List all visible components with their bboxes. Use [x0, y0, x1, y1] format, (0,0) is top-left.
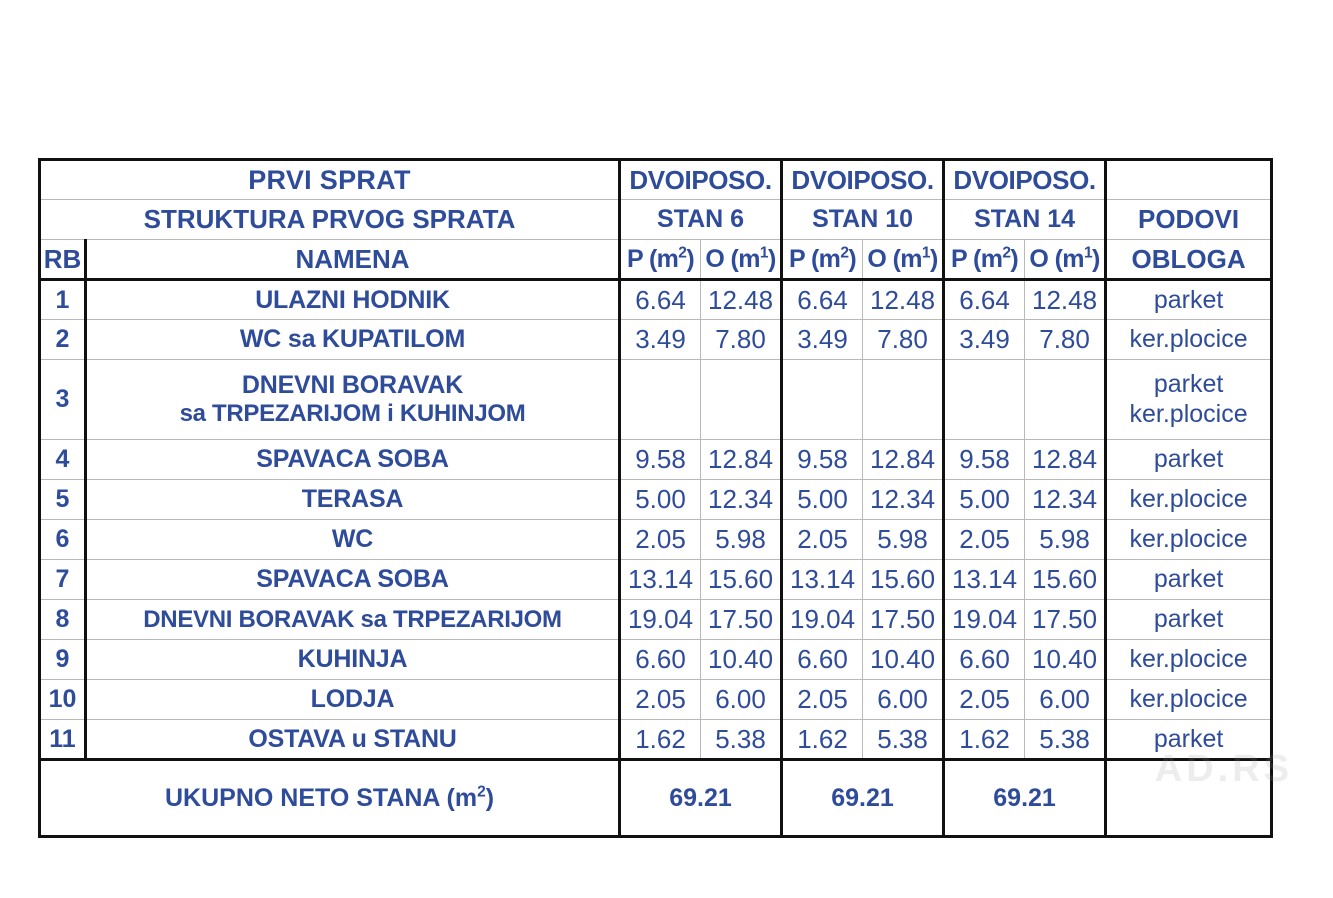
table-row	[40, 520, 1272, 560]
floor-covering: ker.plocice	[1106, 320, 1272, 360]
area-stan14: 6.60	[944, 640, 1025, 680]
table-row	[40, 680, 1272, 720]
perimeter-stan14: 12.84	[1025, 440, 1106, 480]
area-stan6: 5.00	[620, 480, 701, 520]
perimeter-stan6: 7.80	[701, 320, 782, 360]
area-stan14: 9.58	[944, 440, 1025, 480]
table-row	[40, 720, 1272, 760]
total-area-stan14: 69.21	[944, 760, 1106, 837]
area-unit-exp-stan10: 2	[840, 244, 849, 262]
perimeter-stan10: 7.80	[863, 320, 944, 360]
total-label-close: )	[485, 783, 495, 812]
area-stan14	[944, 360, 1025, 440]
area-stan6: 6.64	[620, 280, 701, 320]
area-stan6: 9.58	[620, 440, 701, 480]
row-number: 9	[40, 640, 86, 680]
area-stan14: 6.64	[944, 280, 1025, 320]
perim-unit-text-stan14: O (m	[1029, 244, 1084, 273]
apartment-name-stan10: STAN 10	[782, 200, 944, 240]
floor-covering: ker.plocice	[1106, 480, 1272, 520]
perim-unit-exp-stan10: 1	[921, 244, 930, 262]
floor-area-specification-sheet	[38, 158, 1272, 838]
perimeter-stan10: 5.98	[863, 520, 944, 560]
floors-header: PODOVI	[1106, 200, 1272, 240]
perimeter-stan6: 12.48	[701, 280, 782, 320]
floor-covering: ker.plocice	[1106, 640, 1272, 680]
perimeter-stan6: 15.60	[701, 560, 782, 600]
total-label-exp: 2	[477, 783, 486, 801]
area-stan10: 3.49	[782, 320, 863, 360]
area-stan14: 1.62	[944, 720, 1025, 760]
table-row	[40, 640, 1272, 680]
perimeter-stan10	[863, 360, 944, 440]
floor-covering: parket	[1106, 560, 1272, 600]
floor-covering-line2: ker.plocice	[1129, 399, 1248, 428]
column-header-area-stan10	[782, 240, 863, 280]
perimeter-stan10: 12.48	[863, 280, 944, 320]
total-label	[40, 760, 620, 837]
area-stan10: 2.05	[782, 680, 863, 720]
perim-unit-text-stan10: O (m	[867, 244, 922, 273]
area-stan6: 2.05	[620, 520, 701, 560]
area-stan6	[620, 360, 701, 440]
area-unit-text-stan10: P (m	[788, 244, 841, 273]
perimeter-stan14: 15.60	[1025, 560, 1106, 600]
column-header-rb: RB	[40, 240, 86, 280]
perim-unit-exp-stan6: 1	[759, 244, 768, 262]
total-area-stan10: 69.21	[782, 760, 944, 837]
row-number: 1	[40, 280, 86, 320]
row-number: 4	[40, 440, 86, 480]
row-number: 7	[40, 560, 86, 600]
perimeter-stan14: 10.40	[1025, 640, 1106, 680]
perimeter-stan10: 12.84	[863, 440, 944, 480]
apartment-type-stan14: DVOIPOSO.	[944, 160, 1106, 200]
perimeter-stan10: 15.60	[863, 560, 944, 600]
area-stan10	[782, 360, 863, 440]
row-number: 8	[40, 600, 86, 640]
area-stan6: 1.62	[620, 720, 701, 760]
area-stan10: 9.58	[782, 440, 863, 480]
area-stan10: 2.05	[782, 520, 863, 560]
room-name: OSTAVA u STANU	[86, 720, 620, 760]
perimeter-stan14: 5.38	[1025, 720, 1106, 760]
perimeter-stan14: 12.48	[1025, 280, 1106, 320]
row-number: 2	[40, 320, 86, 360]
area-stan6: 2.05	[620, 680, 701, 720]
perimeter-stan10: 12.34	[863, 480, 944, 520]
perimeter-stan6: 5.98	[701, 520, 782, 560]
row-number: 10	[40, 680, 86, 720]
perimeter-stan14: 7.80	[1025, 320, 1106, 360]
perim-unit-exp-stan14: 1	[1083, 244, 1092, 262]
apartment-area-table	[38, 158, 1273, 838]
area-unit-close-stan10: )	[848, 244, 857, 273]
total-row	[40, 760, 1272, 837]
area-stan14: 5.00	[944, 480, 1025, 520]
perimeter-stan6: 10.40	[701, 640, 782, 680]
area-stan10: 13.14	[782, 560, 863, 600]
floor-covering: parket	[1106, 280, 1272, 320]
perimeter-stan10: 17.50	[863, 600, 944, 640]
column-header-perimeter-stan14	[1025, 240, 1106, 280]
table-row	[40, 560, 1272, 600]
area-unit-exp-stan14: 2	[1002, 244, 1011, 262]
perim-unit-close-stan10: )	[929, 244, 938, 273]
area-unit-text-stan14: P (m	[951, 244, 1003, 273]
area-stan10: 5.00	[782, 480, 863, 520]
table-row	[40, 280, 1272, 320]
perimeter-stan14: 12.34	[1025, 480, 1106, 520]
area-stan10: 6.64	[782, 280, 863, 320]
room-name	[86, 360, 620, 440]
floor-covering	[1106, 360, 1272, 440]
column-header-area-stan14	[944, 240, 1025, 280]
room-name: ULAZNI HODNIK	[86, 280, 620, 320]
floor-covering-line1: parket	[1153, 370, 1224, 398]
table-row	[40, 480, 1272, 520]
area-stan10: 1.62	[782, 720, 863, 760]
perimeter-stan14: 17.50	[1025, 600, 1106, 640]
perim-unit-close-stan14: )	[1091, 244, 1100, 273]
total-area-stan6: 69.21	[620, 760, 782, 837]
room-name: KUHINJA	[86, 640, 620, 680]
table-row	[40, 440, 1272, 480]
area-unit-close-stan14: )	[1010, 244, 1019, 273]
row-number: 5	[40, 480, 86, 520]
room-name: TERASA	[86, 480, 620, 520]
room-name: WC sa KUPATILOM	[86, 320, 620, 360]
perimeter-stan10: 6.00	[863, 680, 944, 720]
total-floor-covering	[1106, 760, 1272, 837]
room-name: WC	[86, 520, 620, 560]
perimeter-stan10: 5.38	[863, 720, 944, 760]
header-row-floor-title	[40, 160, 1272, 200]
apartment-type-stan10: DVOIPOSO.	[782, 160, 944, 200]
row-number: 6	[40, 520, 86, 560]
perimeter-stan6: 12.34	[701, 480, 782, 520]
area-stan14: 3.49	[944, 320, 1025, 360]
room-name: LODJA	[86, 680, 620, 720]
column-header-area-stan6	[620, 240, 701, 280]
floor-covering: ker.plocice	[1106, 680, 1272, 720]
area-stan14: 19.04	[944, 600, 1025, 640]
perimeter-stan14: 6.00	[1025, 680, 1106, 720]
header-row-columns	[40, 240, 1272, 280]
perimeter-stan6: 12.84	[701, 440, 782, 480]
perim-unit-text-stan6: O (m	[705, 244, 760, 273]
perimeter-stan14	[1025, 360, 1106, 440]
perimeter-stan6: 6.00	[701, 680, 782, 720]
perimeter-stan6: 17.50	[701, 600, 782, 640]
apartment-type-stan6: DVOIPOSO.	[620, 160, 782, 200]
area-stan10: 19.04	[782, 600, 863, 640]
perimeter-stan6: 5.38	[701, 720, 782, 760]
perimeter-stan10: 10.40	[863, 640, 944, 680]
area-unit-exp-stan6: 2	[678, 244, 687, 262]
room-name: SPAVACA SOBA	[86, 560, 620, 600]
area-stan6: 19.04	[620, 600, 701, 640]
area-stan14: 2.05	[944, 680, 1025, 720]
covering-header: OBLOGA	[1106, 240, 1272, 280]
table-row	[40, 360, 1272, 440]
perimeter-stan14: 5.98	[1025, 520, 1106, 560]
structure-subtitle: STRUKTURA PRVOG SPRATA	[40, 200, 620, 240]
column-header-perimeter-stan6	[701, 240, 782, 280]
table-row	[40, 320, 1272, 360]
room-name: SPAVACA SOBA	[86, 440, 620, 480]
room-name-line1: DNEVNI BORAVAK	[241, 370, 464, 399]
header-row-structure	[40, 200, 1272, 240]
apartment-name-stan14: STAN 14	[944, 200, 1106, 240]
floor-covering: ker.plocice	[1106, 520, 1272, 560]
perimeter-stan6	[701, 360, 782, 440]
area-stan10: 6.60	[782, 640, 863, 680]
area-stan14: 2.05	[944, 520, 1025, 560]
perim-unit-close-stan6: )	[767, 244, 776, 273]
area-stan6: 3.49	[620, 320, 701, 360]
column-header-namena: NAMENA	[86, 240, 620, 280]
floor-covering: parket	[1106, 720, 1272, 760]
area-stan6: 13.14	[620, 560, 701, 600]
podovi-header-empty	[1106, 160, 1272, 200]
apartment-name-stan6: STAN 6	[620, 200, 782, 240]
floor-covering: parket	[1106, 600, 1272, 640]
total-label-text: UKUPNO NETO STANA (m	[165, 783, 478, 812]
area-unit-close-stan6: )	[686, 244, 695, 273]
area-unit-text-stan6: P (m	[626, 244, 679, 273]
floor-covering: parket	[1106, 440, 1272, 480]
table-row	[40, 600, 1272, 640]
room-name: DNEVNI BORAVAK sa TRPEZARIJOM	[86, 600, 620, 640]
row-number: 3	[40, 360, 86, 440]
area-stan14: 13.14	[944, 560, 1025, 600]
row-number: 11	[40, 720, 86, 760]
area-stan6: 6.60	[620, 640, 701, 680]
page-title: PRVI SPRAT	[40, 160, 620, 200]
room-name-line2: sa TRPEZARIJOM i KUHINJOM	[179, 400, 526, 428]
column-header-perimeter-stan10	[863, 240, 944, 280]
